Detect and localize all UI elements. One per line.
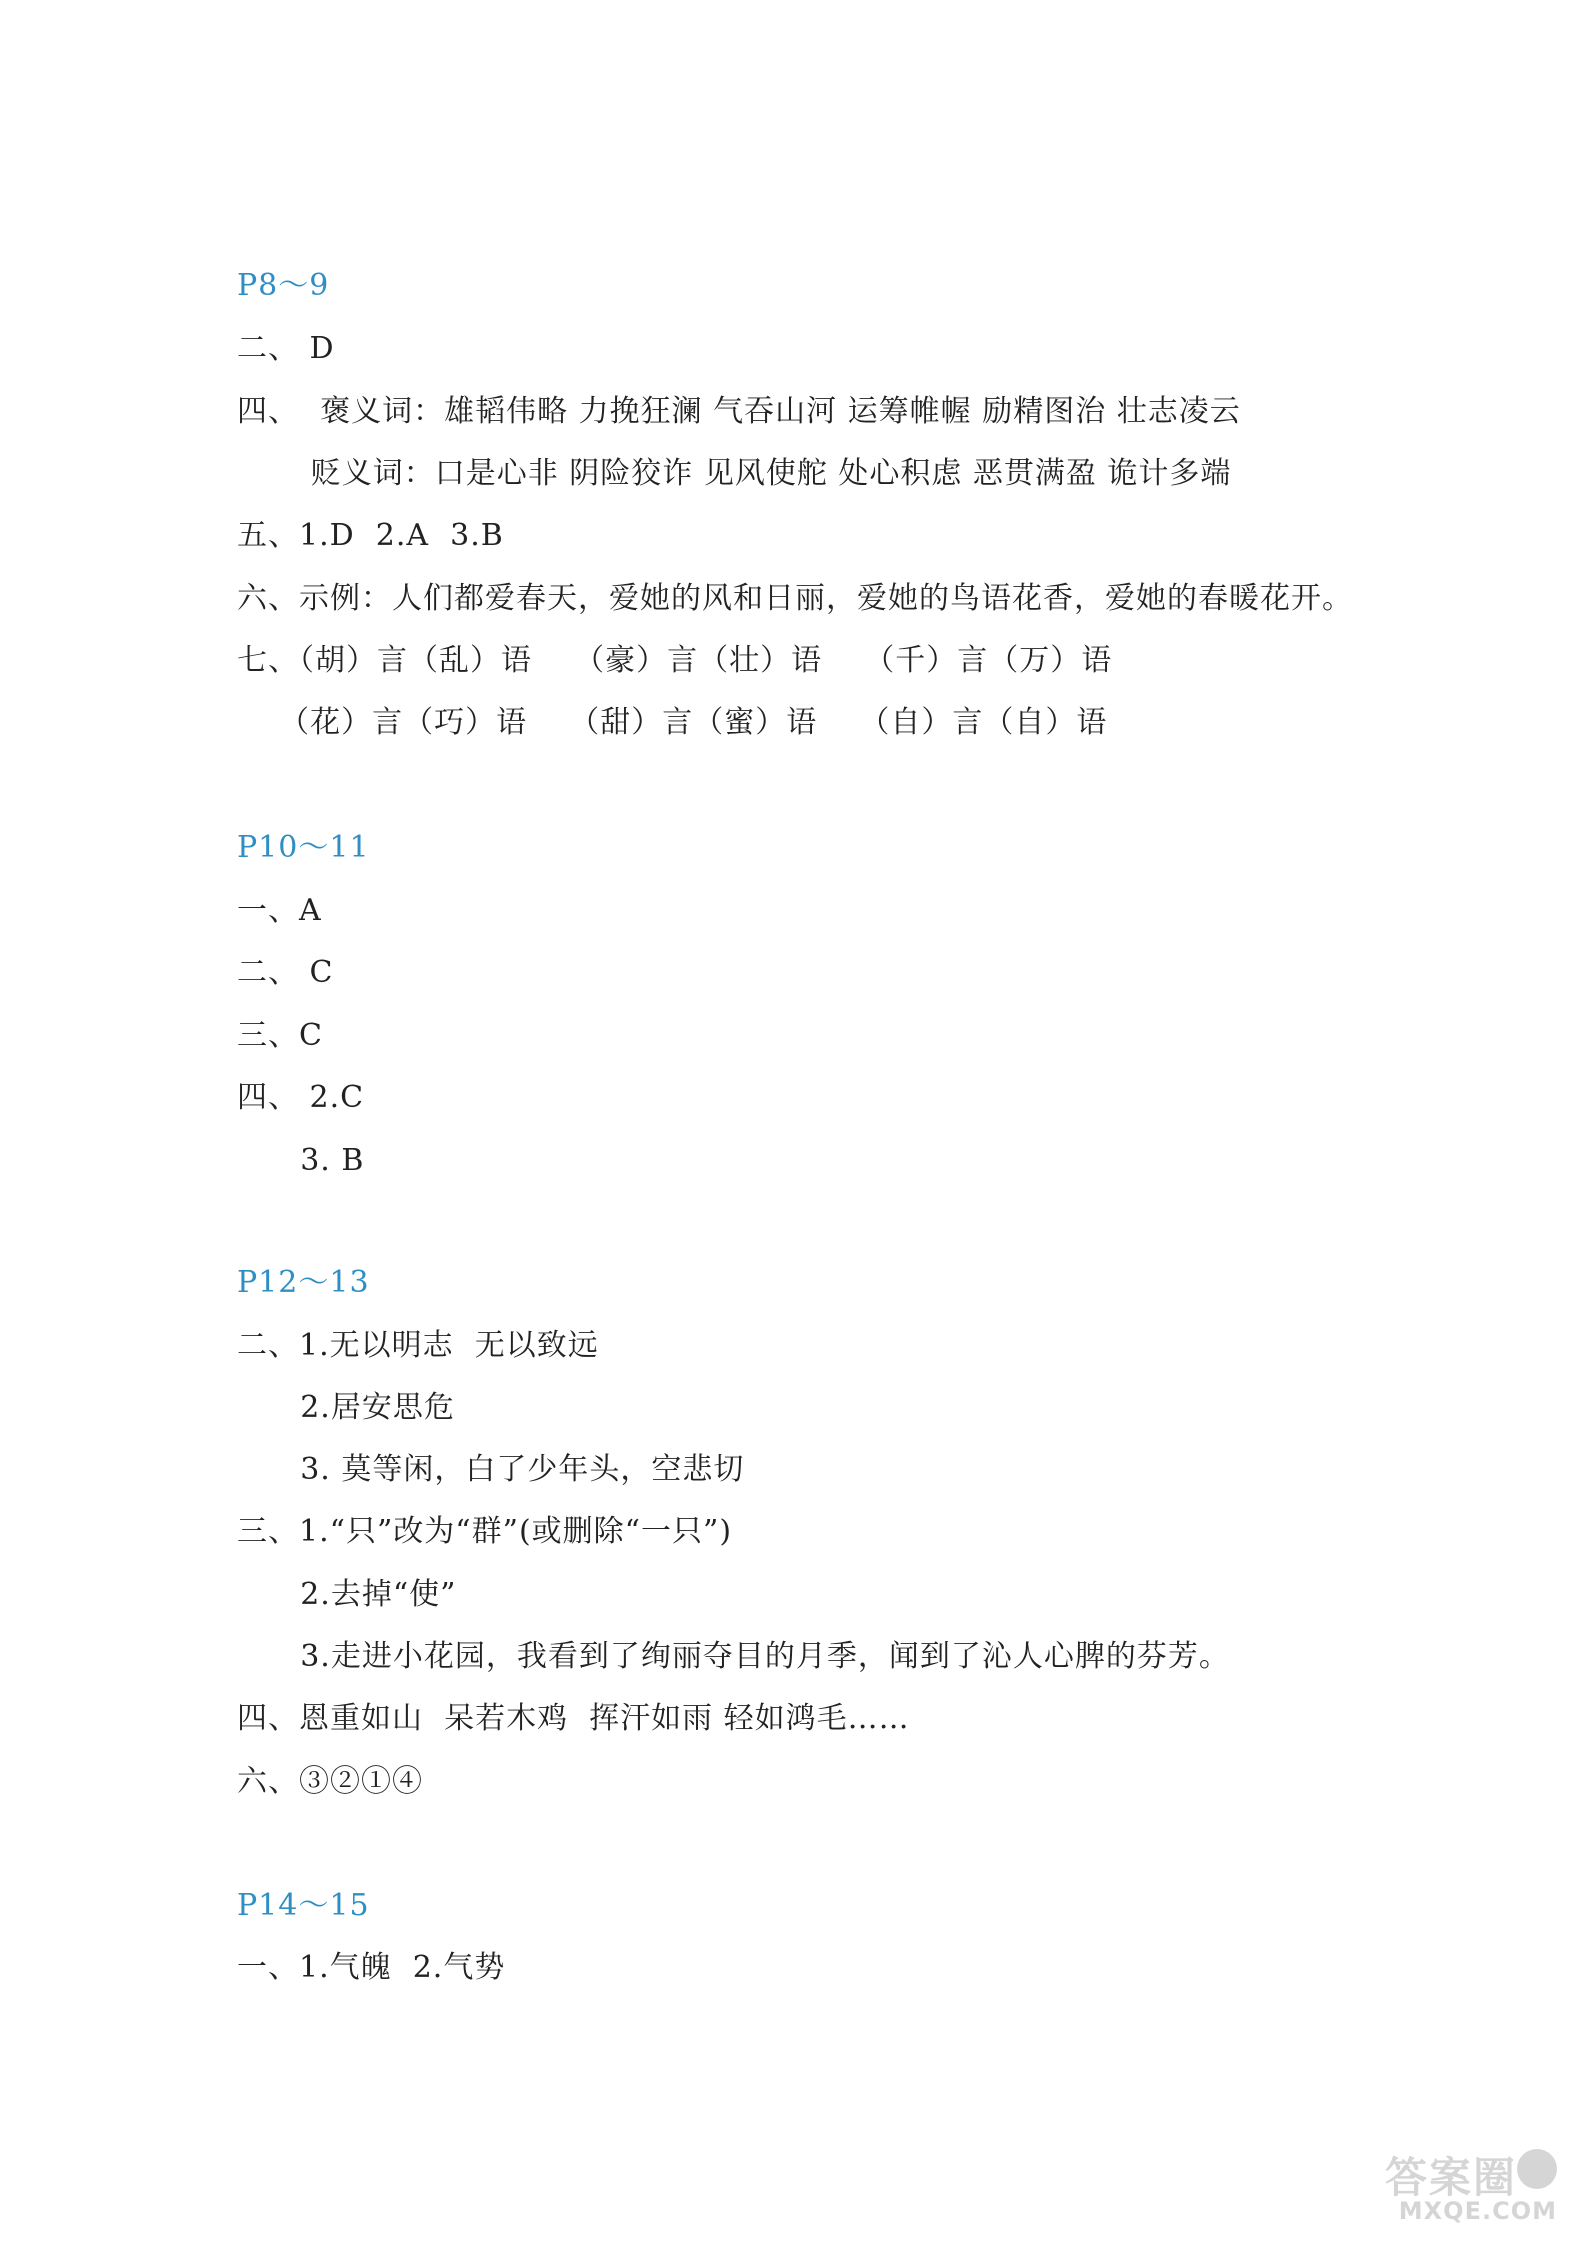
answer-line: 一、1.气魄 2.气势	[237, 1950, 506, 1985]
section-heading-p12-13: P12～13	[237, 1265, 370, 1300]
answer-line: 五、1.D 2.A 3.B	[237, 518, 504, 553]
answer-line: 2.去掉“使”	[237, 1577, 457, 1612]
answer-line: 六、③②①④	[237, 1764, 423, 1799]
answer-line: 贬义词：口是心非 阴险狡诈 见风使舵 处心积虑 恶贯满盈 诡计多端	[237, 456, 1232, 491]
answer-line: 四、 2.C	[237, 1080, 365, 1115]
answer-line: 三、1.“只”改为“群”(或删除“一只”)	[237, 1514, 733, 1549]
answer-line: 二、 C	[237, 955, 334, 990]
watermark-seal-icon	[1517, 2149, 1557, 2189]
answer-line: 3. B	[237, 1143, 365, 1178]
answer-line: 3.走进小花园，我看到了绚丽夺目的月季，闻到了沁人心脾的芬芳。	[237, 1639, 1230, 1674]
answer-line: 七、（胡）言（乱）语 （豪）言（壮）语 （千）言（万）语	[237, 643, 1113, 678]
watermark-url: MXQE.COM	[1398, 2197, 1557, 2225]
watermark-title: 答案圈	[1384, 2153, 1517, 2202]
answer-line: 2.居安思危	[237, 1390, 455, 1425]
section-heading-p14-15: P14～15	[237, 1888, 370, 1923]
answer-line: 六、示例：人们都爱春天，爱她的风和日丽，爱她的鸟语花香，爱她的春暖花开。	[237, 581, 1353, 616]
answer-line: 三、C	[237, 1018, 323, 1053]
answer-line: 四、 褒义词：雄韬伟略 力挽狂澜 气吞山河 运筹帷幄 励精图治 壮志凌云	[237, 394, 1241, 429]
section-heading-p8-9: P8～9	[237, 268, 330, 303]
section-heading-p10-11: P10～11	[237, 830, 370, 865]
answer-line: 3. 莫等闲，白了少年头，空悲切	[237, 1452, 745, 1487]
answer-line: 二、1.无以明志 无以致远	[237, 1328, 599, 1363]
answer-line: （花）言（巧）语 （甜）言（蜜）语 （自）言（自）语	[237, 705, 1108, 740]
answer-line: 四、恩重如山 呆若木鸡 挥汗如雨 轻如鸿毛……	[237, 1701, 910, 1736]
answer-line: 一、A	[237, 893, 322, 928]
answer-line: 二、 D	[237, 331, 335, 366]
watermark-logo	[1357, 2145, 1557, 2225]
